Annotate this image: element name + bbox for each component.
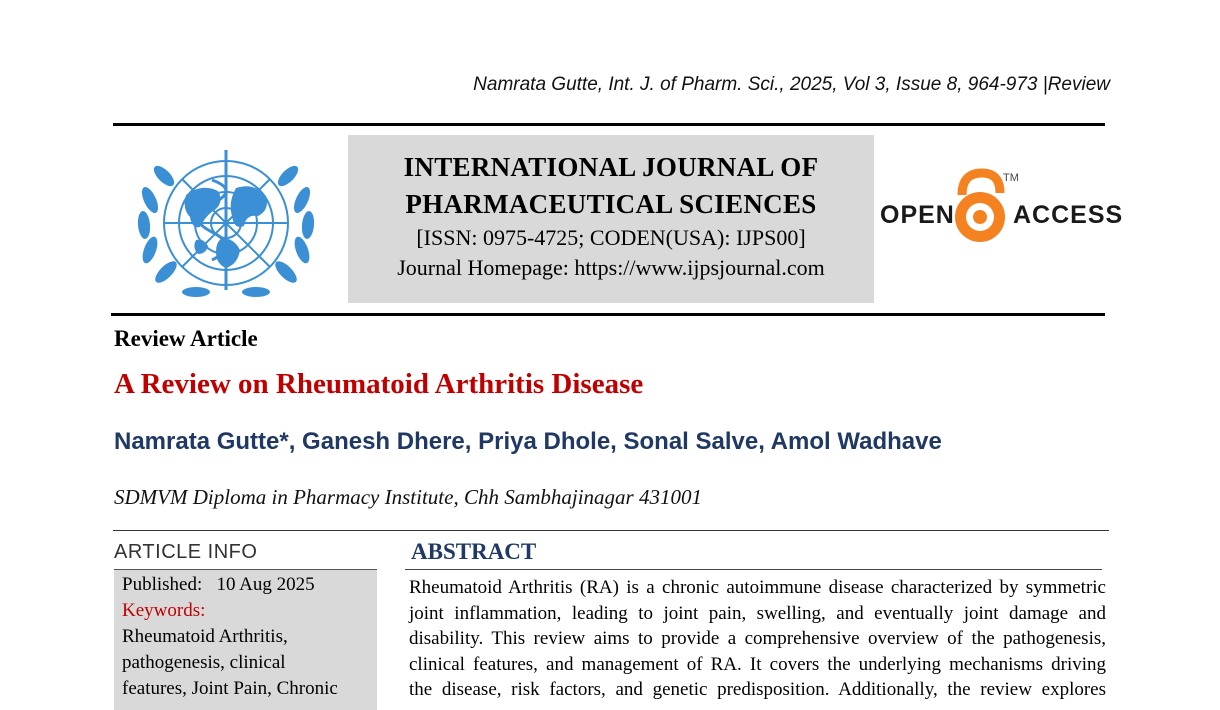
abstract-rule bbox=[405, 569, 1102, 570]
abstract-line: clinical features, and management of RA. It covers the underlying mechanisms driving bbox=[409, 653, 1106, 675]
open-access-right-word: ACCESS bbox=[1013, 201, 1124, 229]
keywords-label: Keywords: bbox=[122, 600, 206, 621]
abstract-text bbox=[409, 575, 1106, 703]
published-date: 10 Aug 2025 bbox=[216, 574, 315, 595]
journal-emblem-icon bbox=[126, 140, 326, 306]
keywords-line: pathogenesis, clinical bbox=[122, 652, 286, 673]
published-label: Published: bbox=[122, 574, 203, 595]
running-header-citation: Namrata Gutte, Int. J. of Pharm. Sci., 2025, Vol 3, Issue 8, 964-973 |Review bbox=[473, 74, 1110, 95]
article-title: A Review on Rheumatoid Arthritis Disease bbox=[114, 368, 644, 400]
article-authors: Namrata Gutte*, Ganesh Dhere, Priya Dhole, Sonal Salve, Amol Wadhave bbox=[114, 428, 942, 455]
header-top-rule bbox=[113, 123, 1105, 126]
abstract-heading: ABSTRACT bbox=[411, 539, 537, 564]
keywords-line: features, Joint Pain, Chronic bbox=[122, 678, 338, 699]
abstract-line: the disease, risk factors, and genetic predisposition. Additionally, the review explores bbox=[409, 679, 1106, 701]
open-access-logo bbox=[880, 165, 1124, 255]
article-info-heading: ARTICLE INFO bbox=[114, 541, 258, 563]
header-bottom-rule bbox=[111, 313, 1105, 316]
journal-name-line1: INTERNATIONAL JOURNAL OF bbox=[403, 152, 819, 182]
journal-banner bbox=[348, 135, 874, 303]
open-access-left-word: OPEN bbox=[880, 201, 955, 229]
published-row bbox=[122, 572, 315, 598]
journal-name-line2: PHARMACEUTICAL SCIENCES bbox=[405, 189, 817, 219]
keywords-line: Rheumatoid Arthritis, bbox=[122, 626, 288, 647]
section-divider bbox=[113, 530, 1109, 531]
article-type: Review Article bbox=[114, 326, 258, 351]
journal-homepage: Journal Homepage: https://www.ijpsjournal.com bbox=[397, 255, 825, 280]
abstract-line: disability. This review aims to provide a comprehensive overview of the pathogenesis, bbox=[409, 628, 1106, 650]
trademark-mark: TM bbox=[1003, 172, 1019, 184]
journal-issn: [ISSN: 0975-4725; CODEN(USA): IJPS00] bbox=[416, 225, 806, 250]
abstract-line: joint inflammation, leading to joint pain, swelling, and eventually joint damage and bbox=[409, 602, 1106, 624]
author-affiliation: SDMVM Diploma in Pharmacy Institute, Chh Sambhajinagar 431001 bbox=[114, 485, 702, 509]
abstract-line: Rheumatoid Arthritis (RA) is a chronic autoimmune disease characterized by symmetric bbox=[409, 577, 1106, 598]
open-lock-icon bbox=[955, 173, 1005, 242]
